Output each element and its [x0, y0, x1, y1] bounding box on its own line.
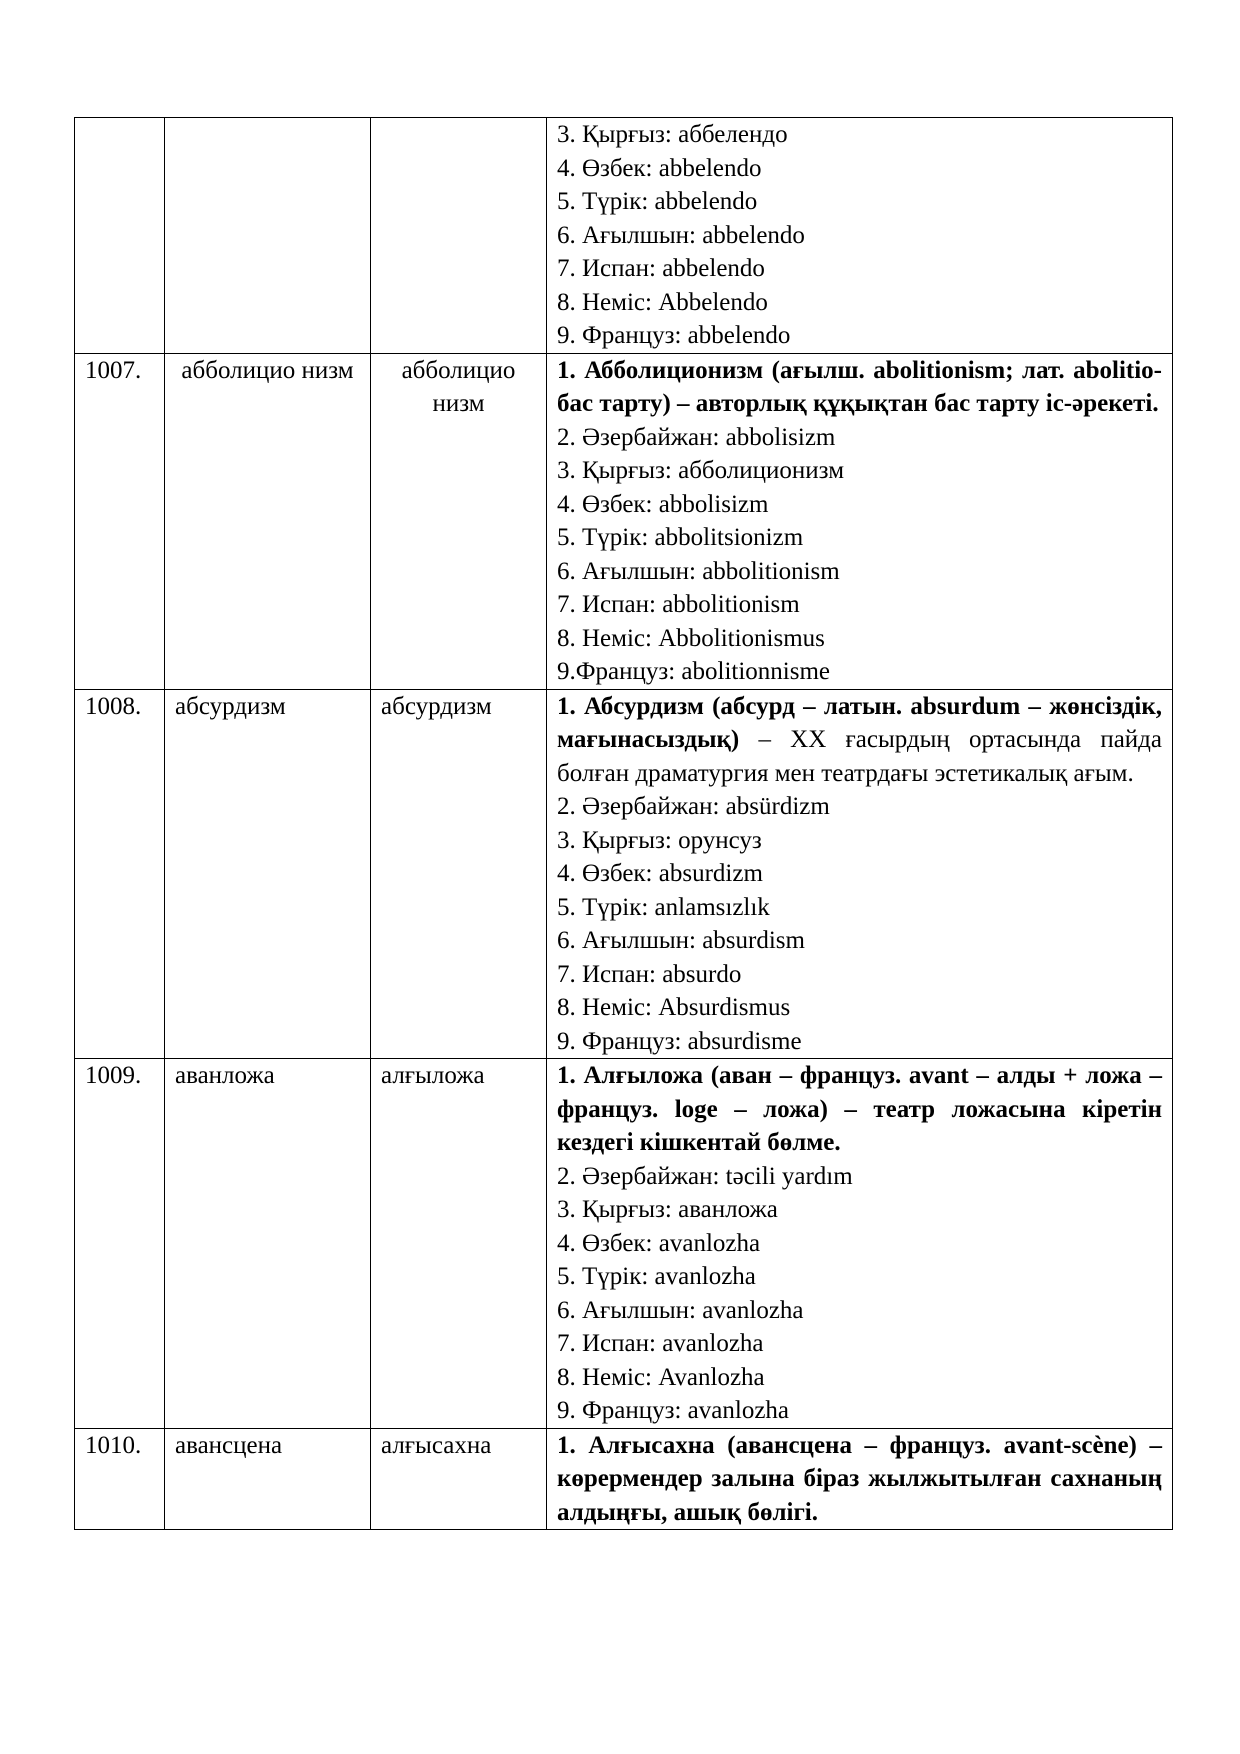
dictionary-table: [74, 117, 1173, 1530]
table-row: [75, 1059, 1173, 1429]
definition-cell: [547, 1428, 1173, 1530]
definition-cell: [547, 1059, 1173, 1429]
entry-number: [75, 118, 165, 354]
translation-line: 3. Қырғыз: аванложа: [557, 1196, 778, 1223]
translation-line: 5. Түрік: avanlozha: [557, 1263, 756, 1290]
translation-line: 6. Ағылшын: abbelendo: [557, 221, 805, 249]
translation-line: 3. Қырғыз: орунсуз: [557, 826, 762, 854]
definition-heading: 1. Алғыложа (аван – француз. avant – алды + ложа – француз. loge – ложа) – театр ложасына кіретін кездегі кішкентай бөлме.: [557, 1062, 1162, 1156]
table-row: [75, 353, 1173, 689]
translation-line: 7. Испан: abbolitionism: [557, 591, 800, 618]
definition-text: [557, 690, 1162, 791]
dictionary-body: [75, 118, 1173, 1530]
translation-line: 9. Француз: absurdisme: [557, 1027, 802, 1055]
definition-body: – XX ғасырдың ортасында пайда болған драматургия мен театрдағы эстетикалық ағым.: [557, 726, 1162, 787]
kazakh-term: абсурдизм: [371, 689, 547, 1059]
kazakh-term: алғыложа: [371, 1059, 547, 1429]
definition-heading: 1. Алғысахна (авансцена – француз. avant-scène) – көрермендер залына біраз жылжытылған сахнаның алдыңғы, ашық бөлігі.: [557, 1431, 1162, 1526]
source-term: [165, 118, 371, 354]
translation-line: 8. Неміс: Abbelendo: [557, 288, 768, 316]
table-row: [75, 118, 1173, 354]
translation-line: 7. Испан: abbelendo: [557, 255, 765, 282]
translation-line: 8. Неміс: Absurdismus: [557, 994, 791, 1021]
definition-heading: 1. Абсурдизм (абсурд – латын. absurdum – жөнсіздік, мағынасыздық): [557, 692, 1162, 753]
kazakh-term: [371, 118, 547, 354]
translation-line: 6. Ағылшын: avanlozha: [557, 1296, 804, 1324]
translation-line: 9. Француз: abbelendo: [557, 322, 791, 349]
definition-cell: [547, 353, 1173, 689]
translation-line: 3. Қырғыз: аббелендо: [557, 121, 788, 148]
translation-line: 9.Француз: abolitionnisme: [557, 658, 831, 685]
table-row: [75, 1428, 1173, 1530]
definition-heading: 1. Абболиционизм (ағылш. abolitionism; лат. abolitio- бас тарту) – авторлық құқықтан бас тарту іс-әрекеті.: [557, 356, 1162, 417]
translation-line: 9. Француз: avanlozha: [557, 1397, 790, 1424]
translation-line: 3. Қырғыз: абболиционизм: [557, 457, 845, 484]
translation-line: 6. Ағылшын: abbolitionism: [557, 557, 840, 585]
translation-line: 5. Түрік: abbelendo: [557, 188, 758, 215]
source-term: аванложа: [165, 1059, 371, 1429]
source-term: абболицио низм: [165, 353, 371, 689]
kazakh-term: алғысахна: [371, 1428, 547, 1530]
table-row: [75, 689, 1173, 1059]
definition-text: [557, 354, 1162, 421]
translation-line: 7. Испан: avanlozha: [557, 1330, 764, 1357]
definition-text: [557, 1059, 1162, 1160]
kazakh-term: абболицио низм: [371, 353, 547, 689]
definition-text: [557, 1429, 1162, 1530]
definition-cell: [547, 689, 1173, 1059]
entry-number: 1008.: [75, 689, 165, 1059]
translation-line: 2. Әзербайжан: abbolisizm: [557, 423, 836, 451]
translation-line: 4. Өзбек: absurdizm: [557, 860, 763, 887]
entry-number: 1009.: [75, 1059, 165, 1429]
translation-line: 8. Неміс: Avanlozha: [557, 1363, 765, 1391]
translation-line: 2. Әзербайжан: absürdizm: [557, 793, 830, 820]
definition-cell: [547, 118, 1173, 354]
entry-number: 1007.: [75, 353, 165, 689]
translation-line: 4. Өзбек: abbelendo: [557, 154, 762, 182]
source-term: авансцена: [165, 1428, 371, 1530]
translation-line: 5. Түрік: anlamsızlık: [557, 893, 770, 921]
translation-line: 7. Испан: absurdo: [557, 960, 742, 988]
source-term: абсурдизм: [165, 689, 371, 1059]
translation-line: 4. Өзбек: abbolisizm: [557, 490, 769, 518]
entry-number: 1010.: [75, 1428, 165, 1530]
translation-line: 4. Өзбек: avanlozha: [557, 1229, 761, 1257]
translation-line: 5. Түрік: abbolitsionizm: [557, 524, 804, 551]
translation-line: 2. Әзербайжан: təcili yardım: [557, 1162, 853, 1190]
translation-line: 6. Ағылшын: absurdism: [557, 927, 805, 954]
translation-line: 8. Неміс: Abbolitionismus: [557, 624, 825, 652]
